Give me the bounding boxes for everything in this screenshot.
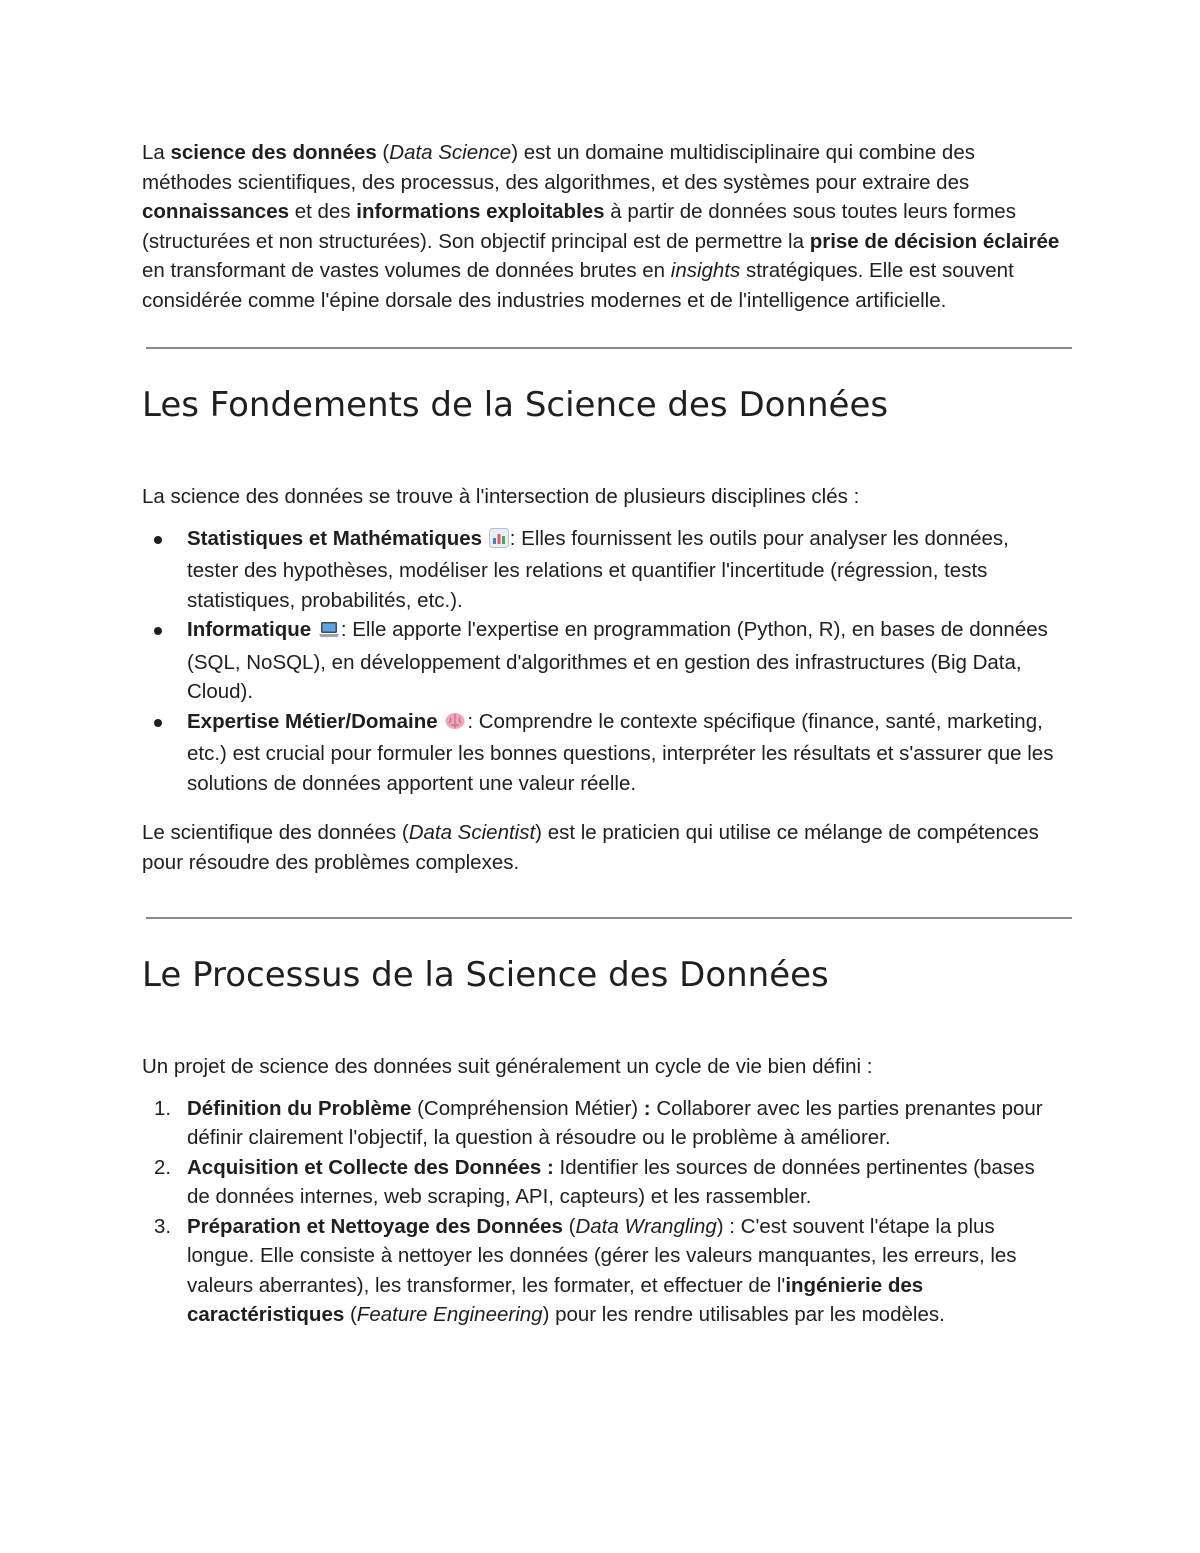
item-label: Informatique: [187, 618, 312, 641]
brain-icon: [444, 710, 466, 740]
section-divider: [146, 347, 1072, 349]
step-italic-term: Feature Engineering: [356, 1303, 543, 1326]
document-content: [142, 138, 1062, 1330]
item-text: : Comprendre le contexte spécifique (finance, santé, marketing, etc.) est crucial pour formuler les bonnes questions, interpréter les résultats et s'assurer que les solutions de données apportent une valeur réelle.: [187, 709, 1054, 795]
bullet-dot: [154, 627, 162, 635]
disciplines-list: [142, 524, 1062, 799]
intro-bold-term: connaissances: [142, 200, 289, 223]
list-item: [142, 524, 1062, 616]
step-number: 3.: [154, 1214, 172, 1238]
step-number: 1.: [154, 1096, 172, 1120]
intro-text: (: [376, 141, 390, 164]
item-text: : Elle apporte l'expertise en programmation (Python, R), en bases de données (SQL, NoSQL), en développement d'algorithmes et en gestion des infrastructures (Big Data, Cloud).: [187, 618, 1048, 703]
step-text: ) pour les rendre utilisables par les modèles.: [542, 1303, 945, 1326]
bullet-dot: [154, 536, 162, 544]
closing-italic-term: Data Scientist: [408, 821, 536, 844]
laptop-icon: [318, 618, 340, 648]
section-heading-processus: Le Processus de la Science des Données: [142, 955, 829, 995]
step-label: Préparation et Nettoyage des Données: [187, 1214, 563, 1238]
list-item: [142, 1094, 1062, 1153]
process-steps-list: [142, 1094, 1062, 1330]
step-number: 2.: [154, 1155, 172, 1179]
step-text: (: [562, 1214, 576, 1238]
bar-chart-icon: [489, 527, 509, 557]
intro-text: La: [142, 141, 171, 164]
list-item: [142, 1212, 1062, 1330]
intro-text: stratégiques. Elle est souvent considérée comme l'épine dorsale des industries modernes et de l'intelligence artificielle.: [142, 259, 1014, 312]
bullet-dot: [154, 719, 162, 727]
intro-text: ) est un domaine multidisciplinaire qui combine des méthodes scientifiques, des processus, des algorithmes, et des systèmes pour extraire des: [142, 141, 975, 194]
list-item: [142, 615, 1062, 707]
item-label: Expertise Métier/Domaine: [187, 709, 438, 733]
intro-italic-term: Data Science: [389, 141, 512, 164]
step-text: (: [344, 1303, 357, 1326]
section1-closing: [142, 818, 1062, 877]
step-text: Identifier les sources de données pertinentes (bases de données internes, web scraping, API, capteurs) et les rassembler.: [187, 1155, 1035, 1208]
step-bold-text: :: [643, 1096, 651, 1120]
step-italic-term: Data Wrangling: [575, 1214, 717, 1238]
intro-italic-term: insights: [670, 259, 741, 282]
intro-bold-term: science des données: [170, 141, 377, 164]
closing-text: Le scientifique des données (: [142, 821, 409, 844]
step-text: ) : C'est souvent l'étape la plus longue. Elle consiste à nettoyer les données (gérer les valeurs manquantes, les erreurs, les valeurs aberrantes), les transformer, les formater, et effectuer de l': [187, 1214, 1017, 1297]
step-text: (Compréhension Métier): [411, 1096, 644, 1120]
section2-lead: Un projet de science des données suit généralement un cycle de vie bien défini :: [142, 1055, 873, 1078]
closing-text: ) est le praticien qui utilise ce mélange de compétences pour résoudre des problèmes complexes.: [142, 821, 1039, 874]
section-divider: [146, 917, 1072, 919]
item-text: : Elles fournissent les outils pour analyser les données, tester des hypothèses, modéliser les relations et quantifier l'incertitude (régression, tests statistiques, probabilités, etc.).: [187, 526, 1009, 612]
item-label: Statistiques et Mathématiques: [187, 526, 483, 550]
step-label: Définition du Problème: [187, 1096, 412, 1120]
intro-text: à partir de données sous toutes leurs formes (structurées et non structurées). Son objectif principal est de permettre la: [142, 200, 1016, 253]
section1-lead: La science des données se trouve à l'intersection de plusieurs disciplines clés :: [142, 485, 860, 508]
intro-text: en transformant de vastes volumes de données brutes en: [142, 259, 671, 282]
list-item: [142, 1153, 1062, 1212]
intro-paragraph: [142, 138, 1062, 315]
step-bold-text: ingénierie des caractéristiques: [187, 1273, 924, 1326]
intro-bold-term: informations exploitables: [356, 200, 605, 223]
list-item: [142, 707, 1062, 799]
step-text: Collaborer avec les parties prenantes pour définir clairement l'objectif, la question à résoudre ou le problème à améliorer.: [187, 1096, 1043, 1149]
step-label: Acquisition et Collecte des Données :: [187, 1155, 554, 1179]
section-heading-fondements: Les Fondements de la Science des Données: [142, 385, 889, 425]
intro-bold-term: prise de décision éclairée: [809, 229, 1060, 253]
intro-text: et des: [289, 200, 357, 223]
